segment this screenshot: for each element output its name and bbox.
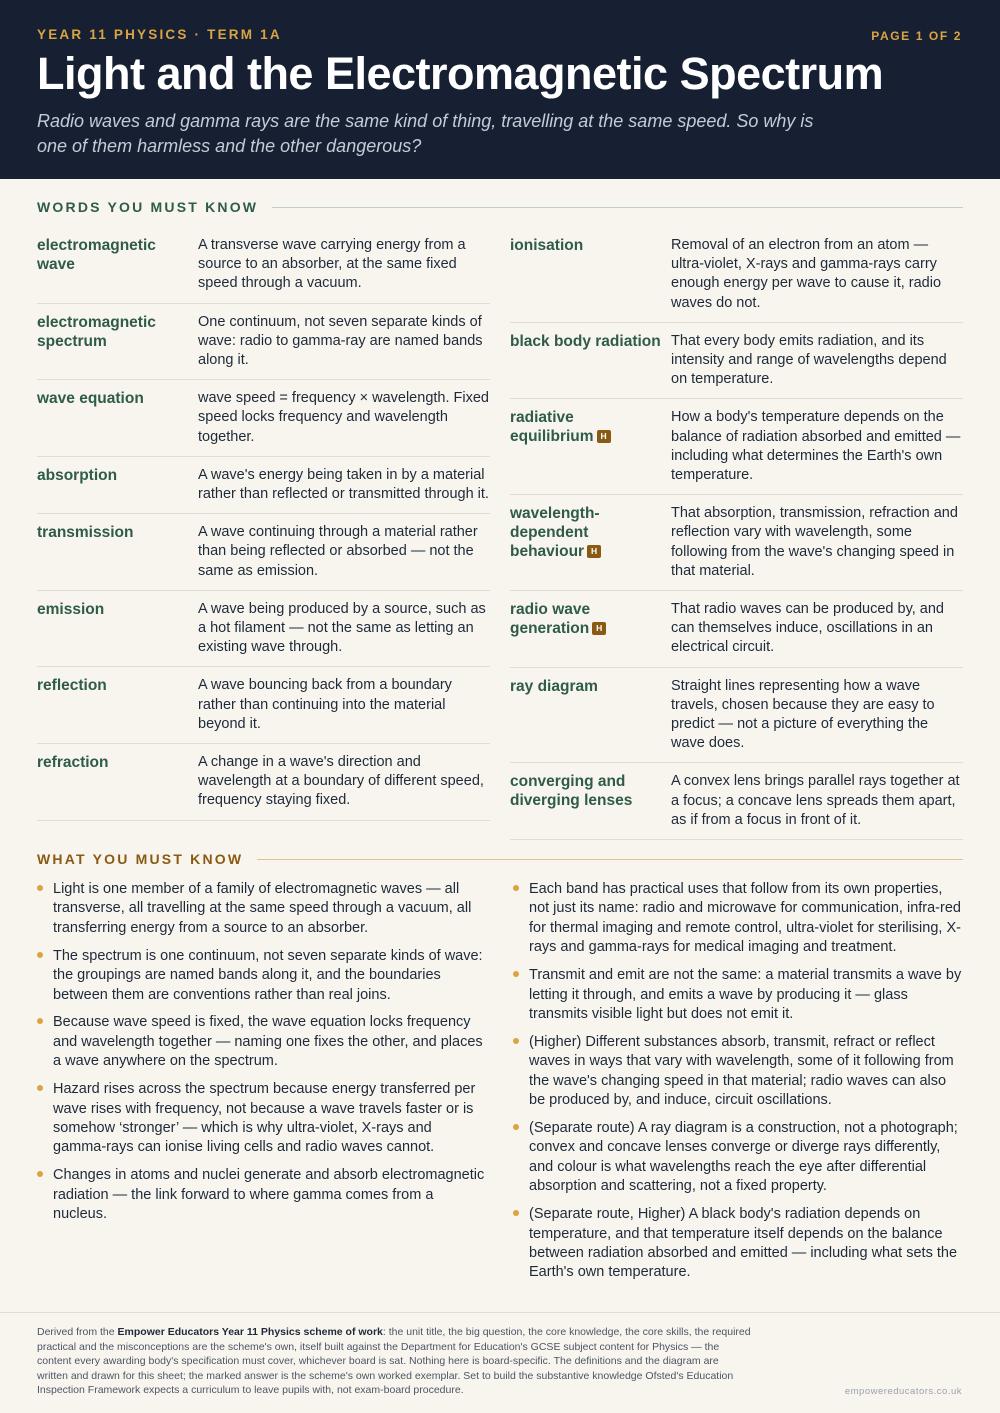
knowledge-point-text: (Separate route) A ray diagram is a construction, not a photograph; convex and concave lenses converge or diverge rays differently, and colour is what wavelengths reach the eye after differential absorption and scattering, not a fixed property. [529,1119,958,1195]
bullet-dot-icon [513,971,519,977]
definition-text: A convex lens brings parallel rays together at a focus; a concave lens spreads them apart, as if from a focus in front of it. [671,773,960,828]
knowledge-point [37,947,487,1005]
knowledge-point-text: Changes in atoms and nuclei generate and absorb electromagnetic radiation — the link forward to where gamma comes from a nucleus. [53,1167,485,1223]
source-note-text: : the unit title, the big question, the core knowledge, the core skills, the required practical and the misconceptions are the scheme's own, itself built against the Department for Education's GCSE subject content for Physics — the content every awarding body's specification must cover, whichever board is sat. Nothing here is board-specific. The definitions and the diagram are written and drawn for this sheet; the marked answer is the scheme's own worked exemplar. Set to build the substantive knowledge Ofsted's Education Inspection Framework expects a curriculum to leave pupils with, not exam-board procedure. [37,1326,751,1397]
knowledge-point [513,880,965,958]
knowledge-point [37,880,487,938]
knowledge-point-text: The spectrum is one continuum, not seven separate kinds of wave: the groupings are named bands along it, and the boundaries between them are conventions rather than real joins. [53,947,483,1003]
knowledge-point-text: Hazard rises across the spectrum because energy transferred per wave rises with frequency, not because a wave travels faster or is somehow ‘stronger’ — which is why ultra-violet, X-rays and gamma-rays can ionise living cells and radio waves cannot. [53,1081,476,1156]
know-heading-rule [257,859,963,860]
definition-text: One continuum, not seven separate kinds of wave: radio to gamma-ray are named bands along it. [198,313,483,369]
words-heading-label: WORDS YOU MUST KNOW [37,199,259,215]
higher-tier-badge: H [592,622,606,635]
know-right-list [513,880,965,1291]
bullet-dot-icon [37,885,43,891]
definition-term [510,408,671,485]
knowledge-point [513,1205,965,1283]
definition-term [37,753,198,811]
definition-text: Straight lines representing how a wave travels, chosen because they are easy to predict — not a picture of everything the wave does. [671,677,935,752]
definition-term [37,676,198,734]
definition-text: How a body's temperature depends on the balance of radiation absorbed and emitted — including what determines the Earth's own temperature. [671,409,961,484]
bullet-dot-icon [513,1210,519,1216]
website-url: empowereducators.co.uk [844,1386,962,1397]
definition-term [37,600,198,658]
definitions-right-column [510,227,963,840]
definition-term-text: ionisation [510,237,584,254]
higher-tier-badge: H [597,430,611,443]
knowledge-point [513,1119,965,1197]
definition-text: That every body emits radiation, and its intensity and range of wavelengths depend on temperature. [671,332,947,388]
page-number: PAGE 1 OF 2 [871,29,962,43]
source-note [37,1325,752,1398]
knowledge-point-text: Light is one member of a family of electromagnetic waves — all transverse, all travelling at the same speed through a vacuum, all transferring energy from a source to an absorber. [53,881,472,936]
definition-row [37,304,490,381]
definition-row [37,591,490,668]
knowledge-point [37,1166,487,1224]
knowledge-point [513,1033,965,1111]
knowledge-point-text: Because wave speed is fixed, the wave equation locks frequency and wavelength together — naming one fixes the other, and places a wave anywhere on the spectrum. [53,1014,483,1070]
bullet-dot-icon [513,1124,519,1130]
words-section-heading [37,199,963,215]
definition-text: A wave's energy being taken in by a material rather than reflected or transmitted through it. [198,466,489,503]
know-heading-label: WHAT YOU MUST KNOW [37,851,244,867]
definition-term [510,600,671,658]
definition-term-text: absorption [37,466,118,484]
definition-row [510,668,963,764]
definition-term-text: emission [37,600,105,618]
knowledge-point [513,966,965,1024]
definition-row [510,323,963,400]
definition-term [510,677,671,754]
bullet-dot-icon [37,1085,43,1091]
definition-term [37,466,198,504]
definition-term-text: electromagnetic spectrum [37,313,156,350]
definition-row [37,380,490,457]
source-name: Empower Educators Year 11 Physics scheme of work [117,1326,383,1338]
bullet-dot-icon [37,1171,43,1177]
knowledge-point [37,1013,487,1071]
knowledge-point [37,1080,487,1158]
higher-tier-badge: H [587,545,601,558]
definition-term [510,236,671,313]
definition-row [510,763,963,840]
definition-term-text: converging and diverging lenses [510,773,633,810]
definition-term-text: radiative equilibrium [510,409,594,446]
bullet-dot-icon [513,885,519,891]
source-note-prefix: Derived from the [37,1326,118,1338]
definition-text: Removal of an electron from an atom — ultra-violet, X-rays and gamma-rays carry enough energy per wave to cause it, radio waves do not. [671,237,942,311]
definition-term-text: radio wave generation [510,601,591,638]
knowledge-point-text: Transmit and emit are not the same: a material transmits a wave by letting it through, and emits a wave by producing it — glass transmits visible light but does not emit it. [529,967,962,1022]
know-section-heading [37,851,963,867]
big-question: Radio waves and gamma rays are the same kind of thing, travelling at the same speed. So why is one of them harmless and the other dangerous? [37,111,814,156]
definition-term [510,504,671,581]
definition-term [37,236,198,294]
definition-text: A wave being produced by a source, such as a hot filament — not the same as letting an existing wave through. [198,600,486,656]
definition-row [37,227,490,304]
definition-term [37,523,198,581]
definition-row [37,744,490,821]
definition-term-text: ray diagram [510,677,598,695]
definition-text: A change in a wave's direction and wavelength at a boundary of different speed, frequency staying fixed. [198,754,484,809]
know-left-list [37,880,487,1233]
definition-term-text: black body radiation [510,332,661,350]
definition-row [37,457,490,514]
definition-term [37,389,198,447]
definitions-left-column [37,227,490,821]
knowledge-point-text: (Separate route, Higher) A black body's radiation depends on temperature, and that temperature itself depends on the balance between radiation absorbed and emitted — including what sets the Earth's own temperature. [529,1206,958,1281]
definition-text: A transverse wave carrying energy from a source to an absorber, at the same fixed speed through a vacuum. [198,237,466,292]
definition-text: wave speed = frequency × wavelength. Fixed speed locks frequency and wavelength together. [198,390,489,445]
definition-term-text: wave equation [37,390,144,408]
definition-term [510,332,671,390]
knowledge-point-text: (Higher) Different substances absorb, transmit, refract or reflect waves in ways that vary with wavelength, some of it following from the wave's changing speed in that material; radio waves can also be produced by, and induce, circuit oscillations. [529,1033,954,1109]
definition-text: That absorption, transmission, refraction and reflection vary with wavelength, some following from the wave's changing speed in that material. [671,505,958,579]
knowledge-point-text: Each band has practical uses that follow from its own properties, not just its name: radio and microwave for communication, infra-red for thermal imaging and remote control, ultra-violet for sterilising, X-rays and gamma-rays for medical imaging and treatment. [529,881,961,956]
definition-row [37,667,490,744]
definition-text: That radio waves can be produced by, and can themselves induce, oscillations in an electrical circuit. [671,601,944,656]
definition-text: A wave bouncing back from a boundary rather than continuing into the material beyond it. [198,677,452,732]
definition-term-text: transmission [37,524,134,542]
words-heading-rule [272,207,963,208]
definition-term-text: reflection [37,677,107,695]
definition-row [510,399,963,495]
page-title: Light and the Electromagnetic Spectrum [37,48,884,99]
page-footer [0,1312,1000,1413]
course-kicker: YEAR 11 PHYSICS · TERM 1A [37,27,282,42]
page-header [0,0,1000,179]
bullet-dot-icon [37,1018,43,1024]
definition-row [37,514,490,591]
definition-term-text: refraction [37,754,109,772]
definition-text: A wave continuing through a material rather than being reflected or absorbed — not the same as emission. [198,524,478,579]
bullet-dot-icon [37,952,43,958]
definition-row [510,591,963,668]
definition-term-text: electromagnetic wave [37,237,156,273]
definition-row [510,227,963,323]
definition-term [37,313,198,371]
bullet-dot-icon [513,1038,519,1044]
definition-term [510,772,671,830]
definition-row [510,495,963,591]
definition-term-text: wavelength-dependent behaviour [510,505,600,561]
